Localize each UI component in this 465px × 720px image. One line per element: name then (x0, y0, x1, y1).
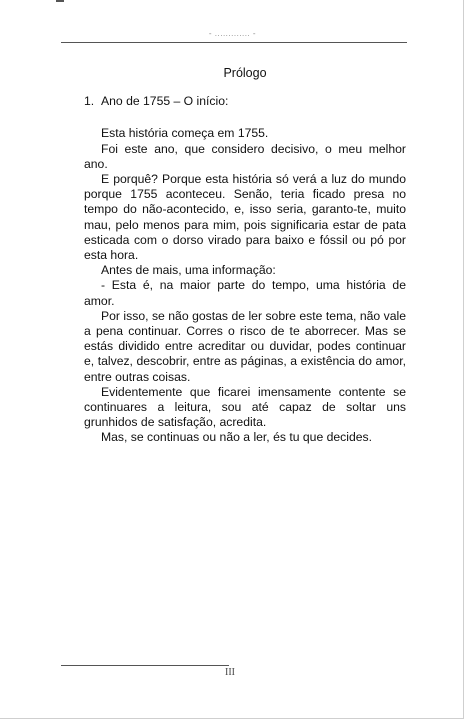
paragraph: - Esta é, na maior parte do tempo, uma história de amor. (84, 278, 406, 308)
page-content (84, 66, 406, 446)
paragraph: Antes de mais, uma informação: (101, 263, 276, 278)
section-heading-text: Ano de 1755 – O início: (101, 94, 229, 109)
chapter-title: Prólogo (223, 66, 267, 80)
paragraph: Esta história começa em 1755. (101, 126, 269, 141)
footer-rule (61, 665, 229, 666)
paragraph: Foi este ano, que considero decisivo, o meu melhor ano. (84, 141, 406, 171)
paragraph: Evidentemente que ficarei imensamente contente se continuares a leitura, sou até capaz de soltar uns grunhidos de satisfação, acredita. (84, 384, 406, 430)
page-number: III (225, 667, 235, 678)
corner-mark (56, 0, 64, 2)
section-heading (84, 94, 406, 109)
paragraph: Por isso, se não gostas de ler sobre este tema, não vale a pena continuar. Corres o risco de te aborrecer. Mas se estás dividido entre acreditar ou duvidar, podes continuar e, talvez, descobrir, entre as páginas, a existência do amor, entre outras coisas. (84, 308, 406, 384)
section-number: 1. (84, 94, 95, 109)
header-rule (61, 42, 407, 43)
running-header: - ............. - (208, 29, 257, 38)
paragraph: Mas, se continuas ou não a ler, és tu que decides. (101, 430, 373, 445)
paragraph: E porquê? Porque esta história só verá a luz do mundo porque 1755 aconteceu. Senão, teria ficado presa no tempo do não-acontecido, e, isso seria, garanto-te, muito mau, pelo menos para mim, pois significaria estar de pata esticada com o dorso virado para baixo e fóssil ou pó por esta hora. (84, 172, 406, 263)
